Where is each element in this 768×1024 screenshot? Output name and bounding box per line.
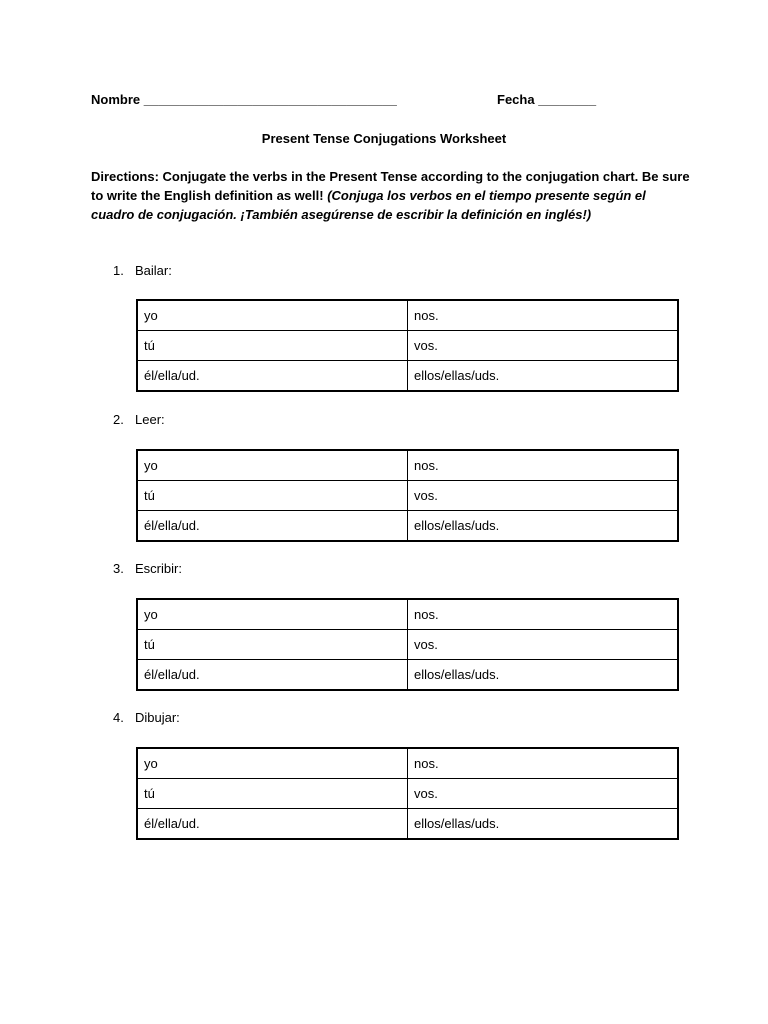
- nombre-label: Nombre: [91, 92, 141, 107]
- fecha-field: [497, 92, 596, 107]
- table-cell: nos.: [408, 300, 679, 331]
- table-cell: tú: [137, 331, 408, 361]
- table-cell: vos.: [408, 331, 679, 361]
- table-row: [137, 511, 678, 542]
- table-cell: tú: [137, 481, 408, 511]
- conjugation-table: [136, 299, 679, 392]
- table-row: [137, 630, 678, 660]
- table-cell: ellos/ellas/uds.: [408, 809, 679, 840]
- verb-item: [113, 710, 180, 725]
- verb-label: Escribir:: [135, 561, 182, 576]
- table-cell: yo: [137, 300, 408, 331]
- verb-number: 1.: [113, 263, 124, 278]
- verb-number: 3.: [113, 561, 124, 576]
- verb-item: [113, 263, 172, 278]
- table-row: [137, 331, 678, 361]
- table-row: [137, 481, 678, 511]
- directions: [91, 167, 691, 224]
- table-cell: ellos/ellas/uds.: [408, 511, 679, 542]
- table-cell: ellos/ellas/uds.: [408, 361, 679, 392]
- verb-label: Leer:: [135, 412, 165, 427]
- verb-item: [113, 561, 182, 576]
- table-cell: él/ella/ud.: [137, 809, 408, 840]
- directions-spanish: (Conjuga los verbos en el tiempo presente según el cuadro de conjugación. ¡También asegúrense de escribir la definición en inglés!): [91, 188, 646, 222]
- table-cell: ellos/ellas/uds.: [408, 660, 679, 691]
- table-cell: vos.: [408, 630, 679, 660]
- table-cell: yo: [137, 599, 408, 630]
- table-row: [137, 450, 678, 481]
- table-row: [137, 361, 678, 392]
- table-cell: nos.: [408, 599, 679, 630]
- table-row: [137, 779, 678, 809]
- verb-label: Bailar:: [135, 263, 172, 278]
- verb-item: [113, 412, 165, 427]
- conjugation-table: [136, 747, 679, 840]
- table-cell: yo: [137, 748, 408, 779]
- fecha-label: Fecha: [497, 92, 535, 107]
- conjugation-table: [136, 598, 679, 691]
- table-cell: tú: [137, 630, 408, 660]
- table-cell: vos.: [408, 779, 679, 809]
- table-row: [137, 300, 678, 331]
- table-cell: vos.: [408, 481, 679, 511]
- table-row: [137, 748, 678, 779]
- table-cell: nos.: [408, 748, 679, 779]
- verb-number: 4.: [113, 710, 124, 725]
- table-cell: él/ella/ud.: [137, 361, 408, 392]
- table-row: [137, 809, 678, 840]
- table-cell: nos.: [408, 450, 679, 481]
- table-cell: tú: [137, 779, 408, 809]
- table-row: [137, 599, 678, 630]
- directions-english: Directions: Conjugate the verbs in the Present Tense according to the conjugation chart. Be sure to write the English definition as well!: [91, 169, 690, 203]
- nombre-field: [91, 92, 397, 107]
- verb-number: 2.: [113, 412, 124, 427]
- table-cell: él/ella/ud.: [137, 660, 408, 691]
- nombre-blank: ___________________________________: [143, 92, 397, 107]
- page-title: Present Tense Conjugations Worksheet: [261, 131, 507, 146]
- verb-label: Dibujar:: [135, 710, 180, 725]
- table-cell: yo: [137, 450, 408, 481]
- table-cell: él/ella/ud.: [137, 511, 408, 542]
- conjugation-table: [136, 449, 679, 542]
- table-row: [137, 660, 678, 691]
- fecha-blank: ________: [538, 92, 597, 107]
